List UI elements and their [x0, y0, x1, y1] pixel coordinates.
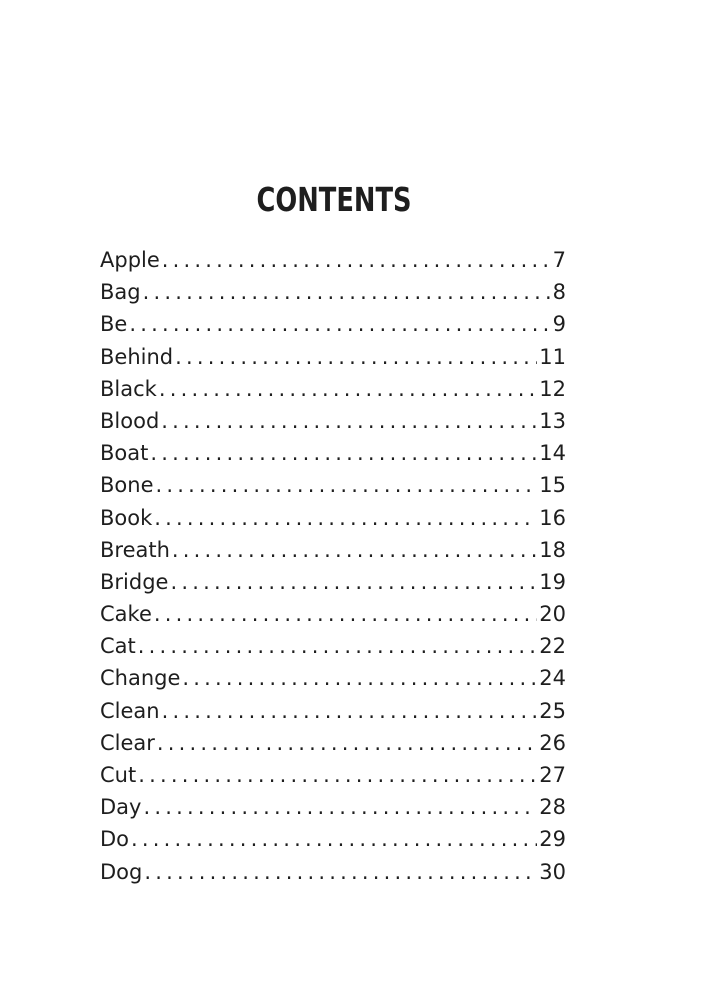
- toc-entry-word: Do: [100, 827, 130, 852]
- toc-entry-page-number: 20: [539, 602, 566, 627]
- toc-entry: [100, 276, 566, 308]
- toc-entry-word: Breath: [100, 537, 170, 562]
- dot-leader: [136, 630, 538, 662]
- toc-entry: [100, 534, 566, 566]
- toc-entry-word: Day: [100, 795, 142, 820]
- toc-entry: [100, 791, 566, 823]
- toc-entry-page-number: 19: [539, 569, 566, 594]
- toc-entry: [100, 630, 566, 662]
- dot-leader: [127, 308, 550, 340]
- dot-leader: [173, 341, 537, 373]
- toc-entry-word: Bone: [100, 473, 154, 498]
- toc-entry-page-number: 25: [539, 698, 566, 723]
- toc-entry-word: Change: [100, 666, 181, 691]
- toc-entry-word: Clean: [100, 698, 160, 723]
- dot-leader: [160, 695, 538, 727]
- toc-entry: [100, 598, 566, 630]
- toc-entry-word: Cake: [100, 602, 152, 627]
- toc-entry-word: Cat: [100, 634, 136, 659]
- dot-leader: [160, 244, 551, 276]
- toc-entry-word: Book: [100, 505, 153, 530]
- dot-leader: [155, 727, 537, 759]
- toc-entry: [100, 759, 566, 791]
- page-title: CONTENTS: [256, 180, 412, 219]
- dot-leader: [152, 598, 537, 630]
- toc-entry-page-number: 16: [539, 505, 566, 530]
- dot-leader: [141, 791, 537, 823]
- toc-entry-word: Dog: [100, 859, 143, 884]
- toc-entry-page-number: 24: [539, 666, 566, 691]
- toc-entry: [100, 695, 566, 727]
- toc-entry: [100, 469, 566, 501]
- dot-leader: [129, 823, 537, 855]
- dot-leader: [152, 502, 537, 534]
- toc-entry-page-number: 7: [552, 248, 566, 272]
- toc-entry-word: Cut: [100, 763, 137, 787]
- dot-leader: [168, 566, 537, 598]
- toc-entry: [100, 373, 566, 405]
- toc-entry-page-number: 15: [539, 473, 566, 498]
- table-of-contents: [100, 244, 566, 888]
- toc-entry-page-number: 29: [539, 827, 566, 852]
- toc-entry-word: Boat: [100, 441, 149, 466]
- toc-entry: [100, 244, 566, 276]
- toc-entry-word: Black: [100, 376, 157, 401]
- toc-entry-page-number: 27: [539, 763, 566, 787]
- toc-entry: [100, 727, 566, 759]
- toc-entry-page-number: 11: [539, 344, 566, 369]
- toc-entry-word: Clear: [100, 730, 155, 755]
- toc-entry-page-number: 28: [539, 795, 566, 820]
- toc-entry-word: Apple: [100, 248, 160, 272]
- toc-entry: [100, 823, 566, 855]
- toc-entry-word: Blood: [100, 408, 160, 433]
- toc-entry: [100, 662, 566, 694]
- dot-leader: [170, 534, 537, 566]
- dot-leader: [148, 437, 537, 469]
- toc-entry: [100, 437, 566, 469]
- toc-entry-page-number: 30: [539, 859, 566, 884]
- toc-entry-page-number: 13: [539, 408, 566, 433]
- dot-leader: [159, 405, 537, 437]
- toc-entry-page-number: 12: [539, 376, 566, 401]
- toc-entry-page-number: 8: [552, 280, 566, 305]
- toc-entry-word: Bag: [100, 280, 141, 305]
- toc-entry: [100, 405, 566, 437]
- toc-entry: [100, 502, 566, 534]
- toc-entry: [100, 566, 566, 598]
- dot-leader: [136, 759, 537, 791]
- toc-entry: [100, 308, 566, 340]
- toc-entry-page-number: 9: [552, 312, 566, 337]
- dot-leader: [142, 856, 537, 888]
- toc-entry-page-number: 26: [539, 730, 566, 755]
- toc-entry-page-number: 14: [539, 441, 566, 466]
- toc-entry-word: Behind: [100, 344, 174, 369]
- toc-entry-page-number: 22: [539, 634, 566, 659]
- toc-entry-word: Bridge: [100, 569, 169, 594]
- dot-leader: [153, 469, 537, 501]
- toc-entry-page-number: 18: [539, 537, 566, 562]
- dot-leader: [141, 276, 551, 308]
- toc-entry: [100, 341, 566, 373]
- toc-entry-word: Be: [100, 312, 128, 337]
- dot-leader: [157, 373, 537, 405]
- dot-leader: [180, 662, 537, 694]
- toc-entry: [100, 856, 566, 888]
